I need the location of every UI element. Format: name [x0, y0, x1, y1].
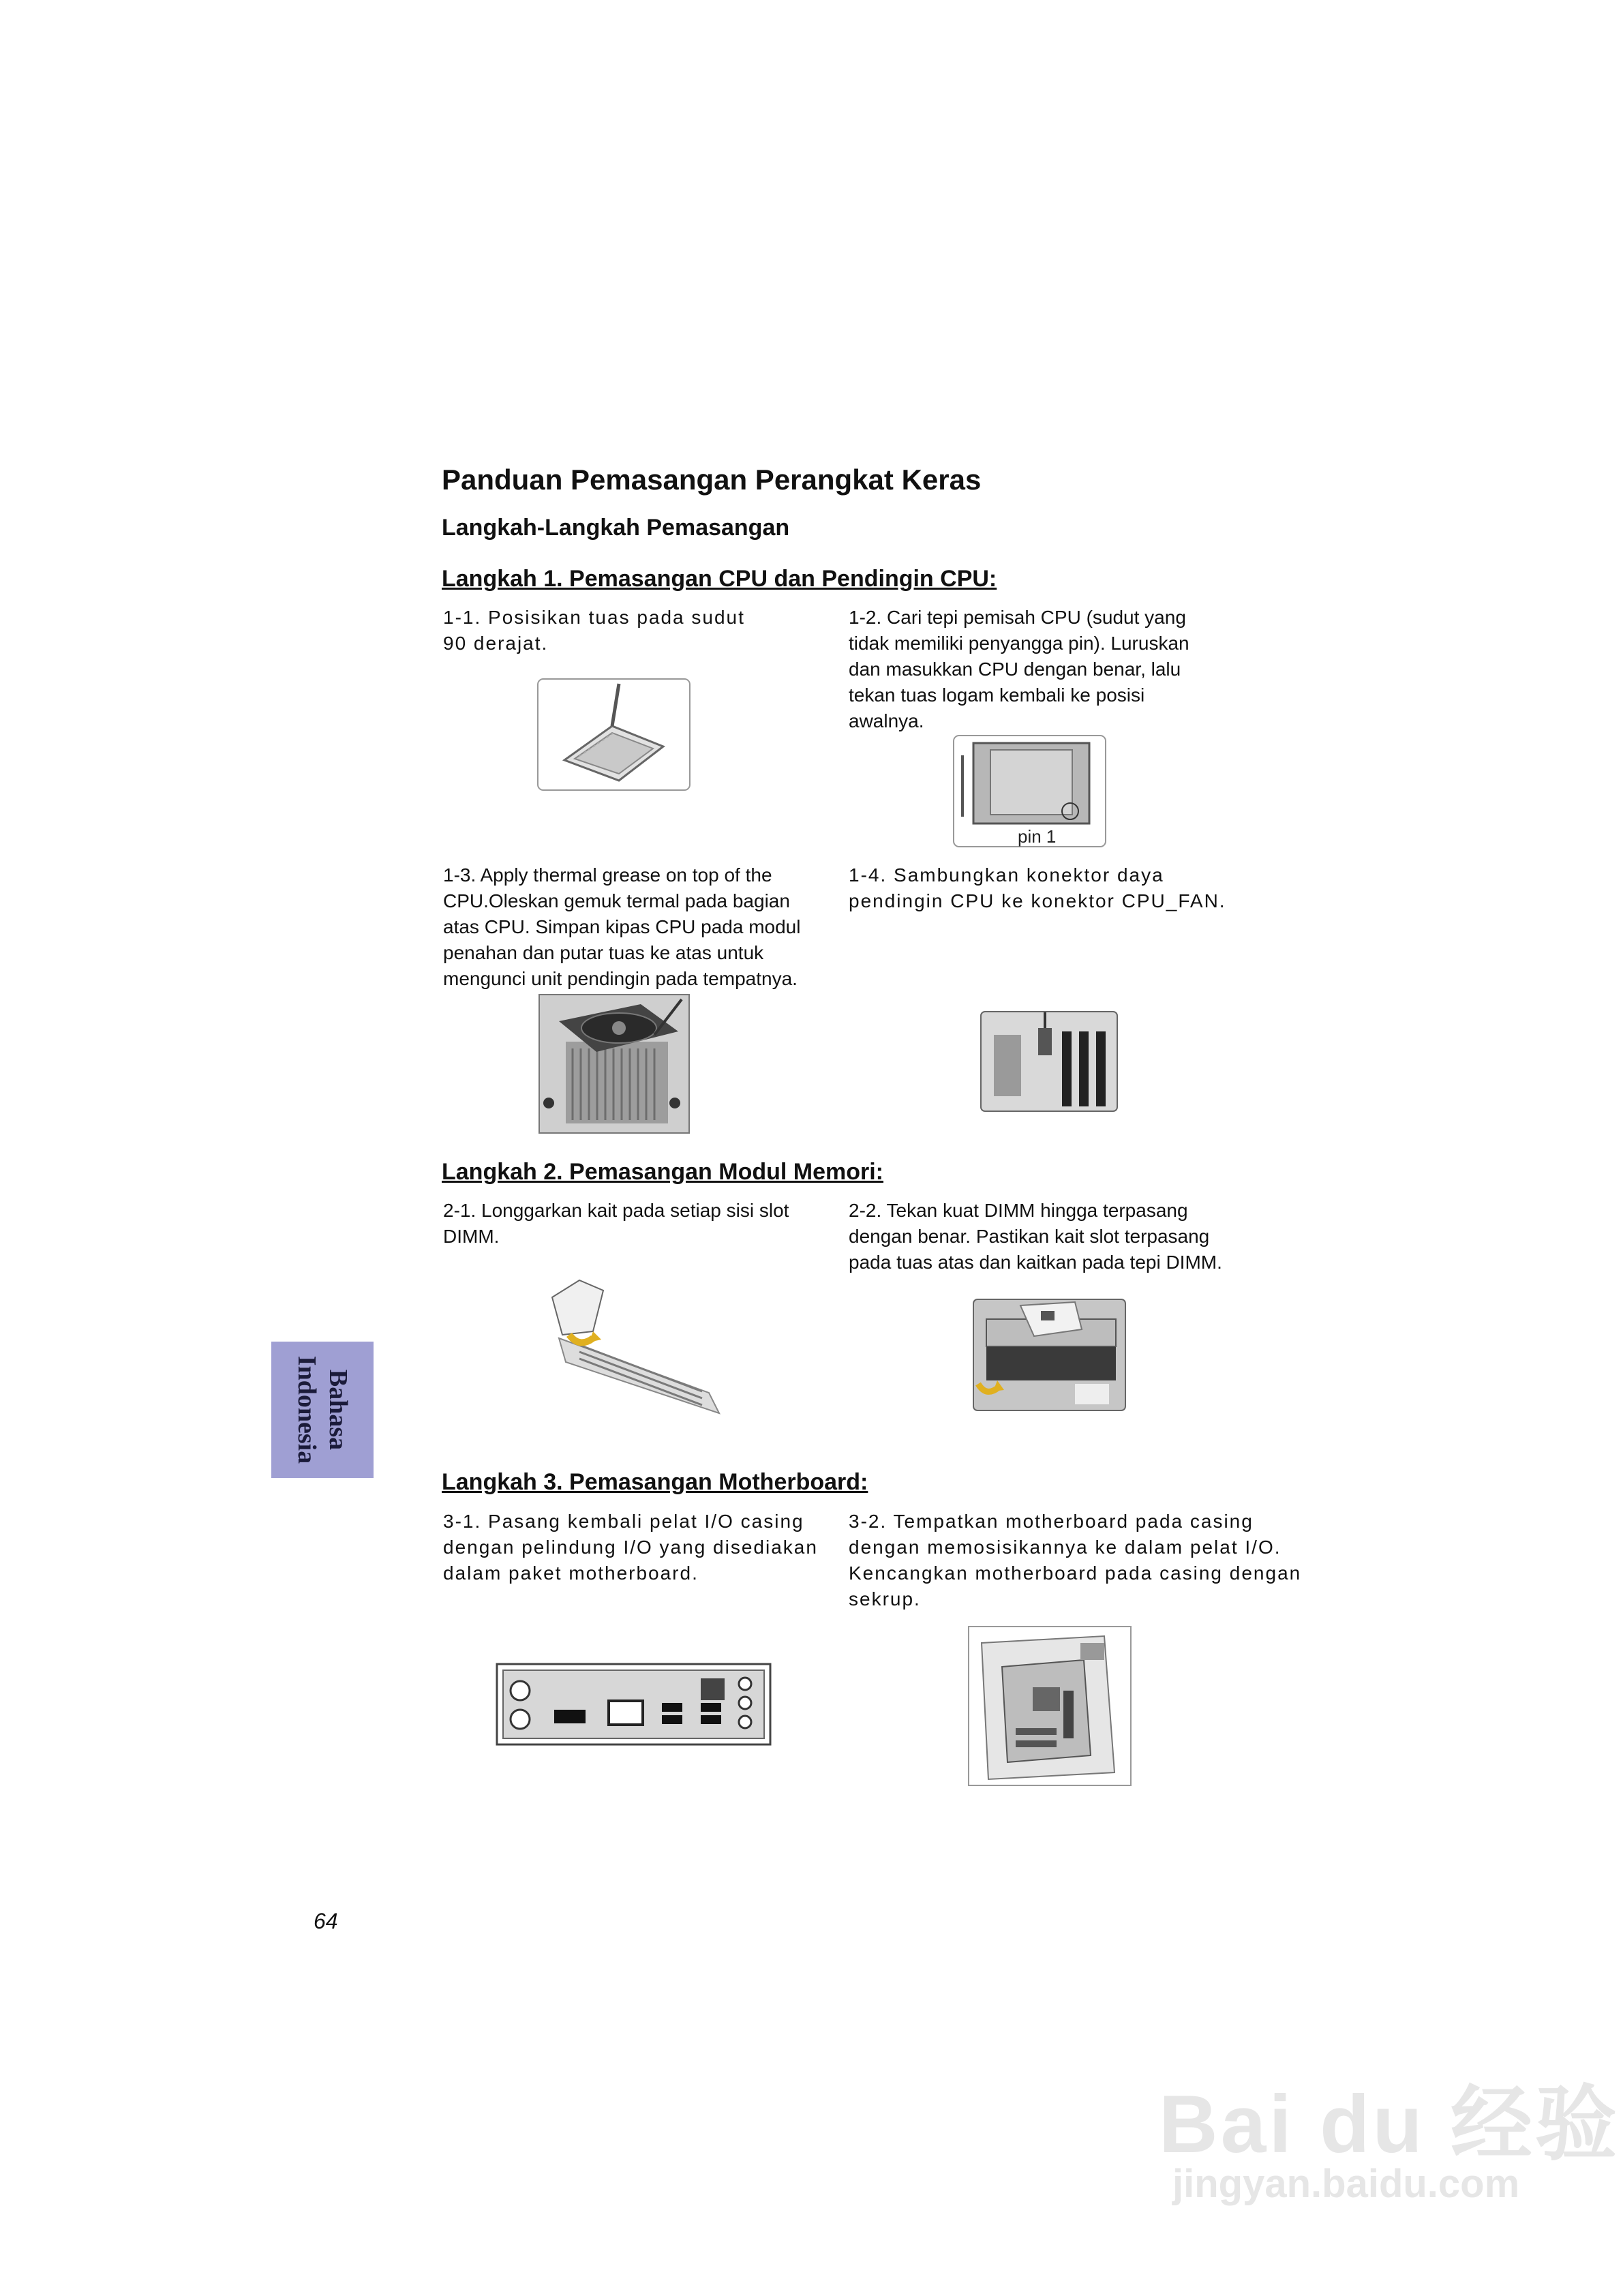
watermark-brand: Bai du 经验 — [1159, 2079, 1620, 2170]
step1-3-text: 1-3. Apply thermal grease on top of the CPU.Oleskan gemuk termal pada bagian atas CPU. Simpan kipas CPU pada modul penahan dan putar tuas ke atas untuk mengunci unit pendingin pada tempatnya. — [443, 864, 801, 989]
step1-4-text: 1-4. Sambungkan konektor daya pendingin CPU ke konektor CPU_FAN. — [849, 864, 1226, 911]
language-tab — [271, 1342, 374, 1478]
language-tab-label: Bahasa Indonesia — [292, 1355, 352, 1464]
step3-heading: Langkah 3. Pemasangan Motherboard: — [442, 1469, 868, 1495]
page-subtitle: Langkah-Langkah Pemasangan — [442, 515, 790, 541]
page-title: Panduan Pemasangan Perangkat Keras — [442, 464, 982, 496]
pin1-label: pin 1 — [1018, 826, 1057, 847]
dimm-latch-figure — [539, 1277, 726, 1415]
page-number: 64 — [314, 1909, 338, 1933]
socket-lever-figure — [537, 678, 691, 791]
step1-heading: Langkah 1. Pemasangan CPU dan Pendingin CPU: — [442, 566, 997, 592]
step1-1-text: 1-1. Posisikan tuas pada sudut 90 derajat. — [443, 607, 745, 654]
cpu-pin1-figure — [953, 735, 1106, 847]
step2-2-text: 2-2. Tekan kuat DIMM hingga terpasang dengan benar. Pastikan kait slot terpasang pada tuas atas dan kaitkan pada tepi DIMM. — [849, 1200, 1222, 1273]
cpu-cooler-figure — [539, 994, 690, 1134]
io-shield-figure — [496, 1663, 771, 1745]
watermark-url: jingyan.baidu.com — [1172, 2162, 1520, 2206]
motherboard-case-figure — [968, 1626, 1132, 1786]
step2-1-text: 2-1. Longgarkan kait pada setiap sisi slot DIMM. — [443, 1200, 789, 1247]
step3-2-text: 3-2. Tempatkan motherboard pada casing dengan memosisikannya ke dalam pelat I/O. Kencangkan motherboard pada casing dengan sekrup. — [849, 1511, 1302, 1610]
step2-heading: Langkah 2. Pemasangan Modul Memori: — [442, 1159, 884, 1185]
step3-1-text: 3-1. Pasang kembali pelat I/O casing dengan pelindung I/O yang disediakan dalam paket motherboard. — [443, 1511, 818, 1584]
cpu-fan-connector-figure — [980, 1011, 1118, 1112]
step1-2-text: 1-2. Cari tepi pemisah CPU (sudut yang tidak memiliki penyangga pin). Luruskan dan masukkan CPU dengan benar, lalu tekan tuas logam kembali ke posisi awalnya. — [849, 607, 1189, 731]
dimm-insert-figure — [973, 1299, 1126, 1411]
